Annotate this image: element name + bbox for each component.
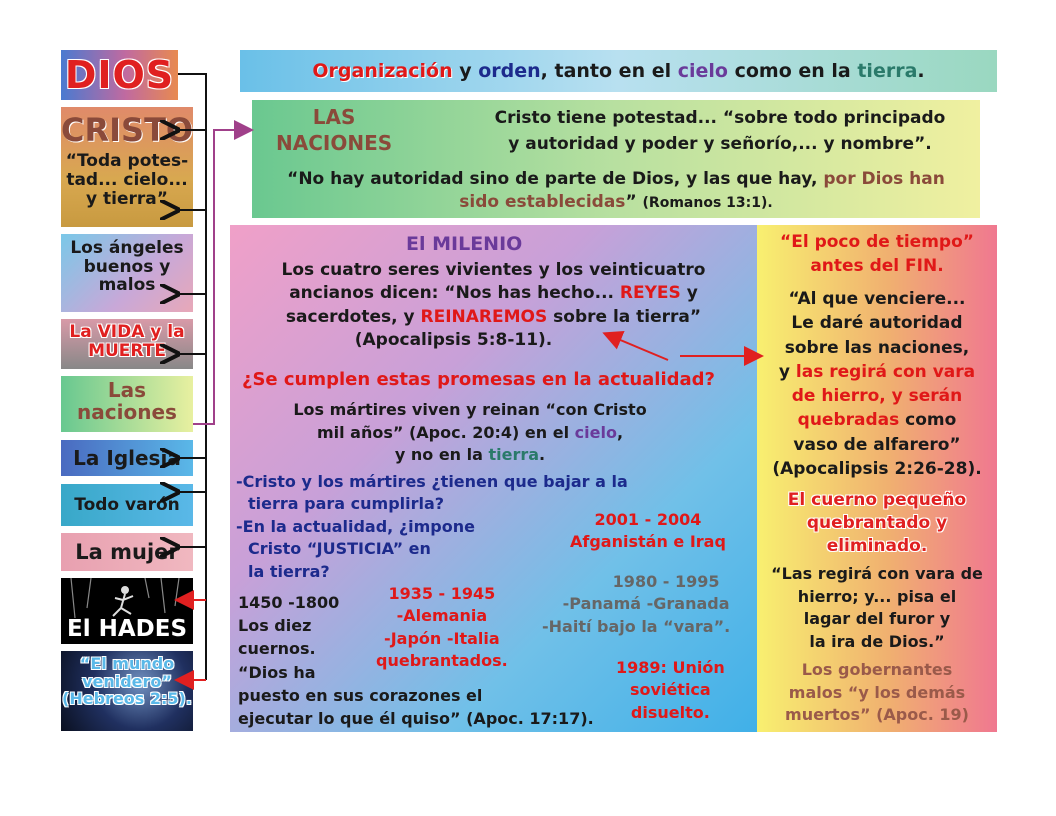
naciones-romanos: “No hay autoridad sino de parte de Dios, y las que hay, por Dios han sido establecidas” (Romanos 13:1). [287, 169, 945, 212]
sidebar-varon: Todo varón [61, 484, 193, 526]
poco-gobernantes: Los gobernantes malos “y los demás muertos” (Apoc. 19) [785, 660, 969, 725]
sidebar-naciones: Las naciones [61, 376, 193, 432]
sidebar-mujer: La mujer [61, 533, 193, 571]
sidebar-hades: El HADES [61, 578, 193, 644]
cristo-quote: “Toda potes- tad... cielo... y tierra” [65, 151, 189, 209]
milenio-1450: 1450 -1800 Los diez cuernos. “Dios ha puesto en sus corazones el ejecutar lo que él quiso” (Apoc. 17:17). [238, 593, 594, 728]
milenio-martires: Los mártires viven y reinan “con Cristo mil años” (Apoc. 20:4) en el cielo, y no en la tierra. [293, 400, 647, 465]
dios-label: DIOS [64, 53, 175, 97]
naciones-title: LAS NACIONES [276, 105, 393, 155]
sidebar-vida-muerte: La VIDA y la MUERTE [61, 319, 193, 369]
cristo-label: CRISTO [61, 111, 194, 149]
milenio-1980: 1980 - 1995 -Panamá -Granada -Haití bajo la “vara”. [542, 572, 731, 636]
poco-regira: “Las regirá con vara de hierro; y... pisa el lagar del furor y la ira de Dios.” [771, 564, 983, 652]
sidebar-mundo-venidero: “El mundo venidero” (Hebreos 2:5). [61, 651, 193, 731]
milenio-1989: 1989: Unión soviética disuelto. [616, 658, 725, 722]
naciones-panel [252, 100, 980, 218]
header-banner: Organización y orden, tanto en el cielo como en la tierra. [240, 50, 997, 92]
sidebar-dios [61, 50, 178, 100]
sidebar-iglesia: La Iglesia [61, 440, 193, 476]
sidebar-angeles: Los ángeles buenos y malos [61, 234, 193, 312]
milenio-question: ¿Se cumplen estas promesas en la actualidad? [242, 369, 716, 390]
milenio-title: El MILENIO [406, 233, 523, 255]
poco-venciere: “Al que venciere... Le daré autoridad sobre las naciones, y las regirá con vara de hierro, y serán quebradas como vaso de alfarero” (Apocalipsis 2:26-28). [772, 289, 982, 480]
milenio-questions: -Cristo y los mártires ¿tienen que bajar a la tierra para cumplirla? -En la actualidad, ¿impone Cristo “JUSTICIA” en la tierra? [236, 472, 628, 581]
milenio-2001: 2001 - 2004 Afganistán e Iraq [570, 510, 726, 552]
sidebar-cristo [61, 107, 193, 227]
poco-cuerno: El cuerno pequeño quebrantado y eliminado. [787, 490, 967, 556]
poco-title: “El poco de tiempo” antes del FIN. [780, 232, 974, 276]
milenio-panel [230, 225, 757, 732]
poco-tiempo-panel [757, 225, 997, 732]
milenio-seres: Los cuatro seres vivientes y los veinticuatro ancianos dicen: “Nos has hecho... REYES y sacerdotes, y REINAREMOS sobre la tierra” (Apocalipsis 5:8-11). [281, 260, 706, 351]
milenio-1935: 1935 - 1945 -Alemania -Japón -Italia quebrantados. [376, 584, 508, 671]
naciones-potestad: Cristo tiene potestad... “sobre todo principado y autoridad y poder y señorío,... y nombre”. [494, 108, 946, 154]
